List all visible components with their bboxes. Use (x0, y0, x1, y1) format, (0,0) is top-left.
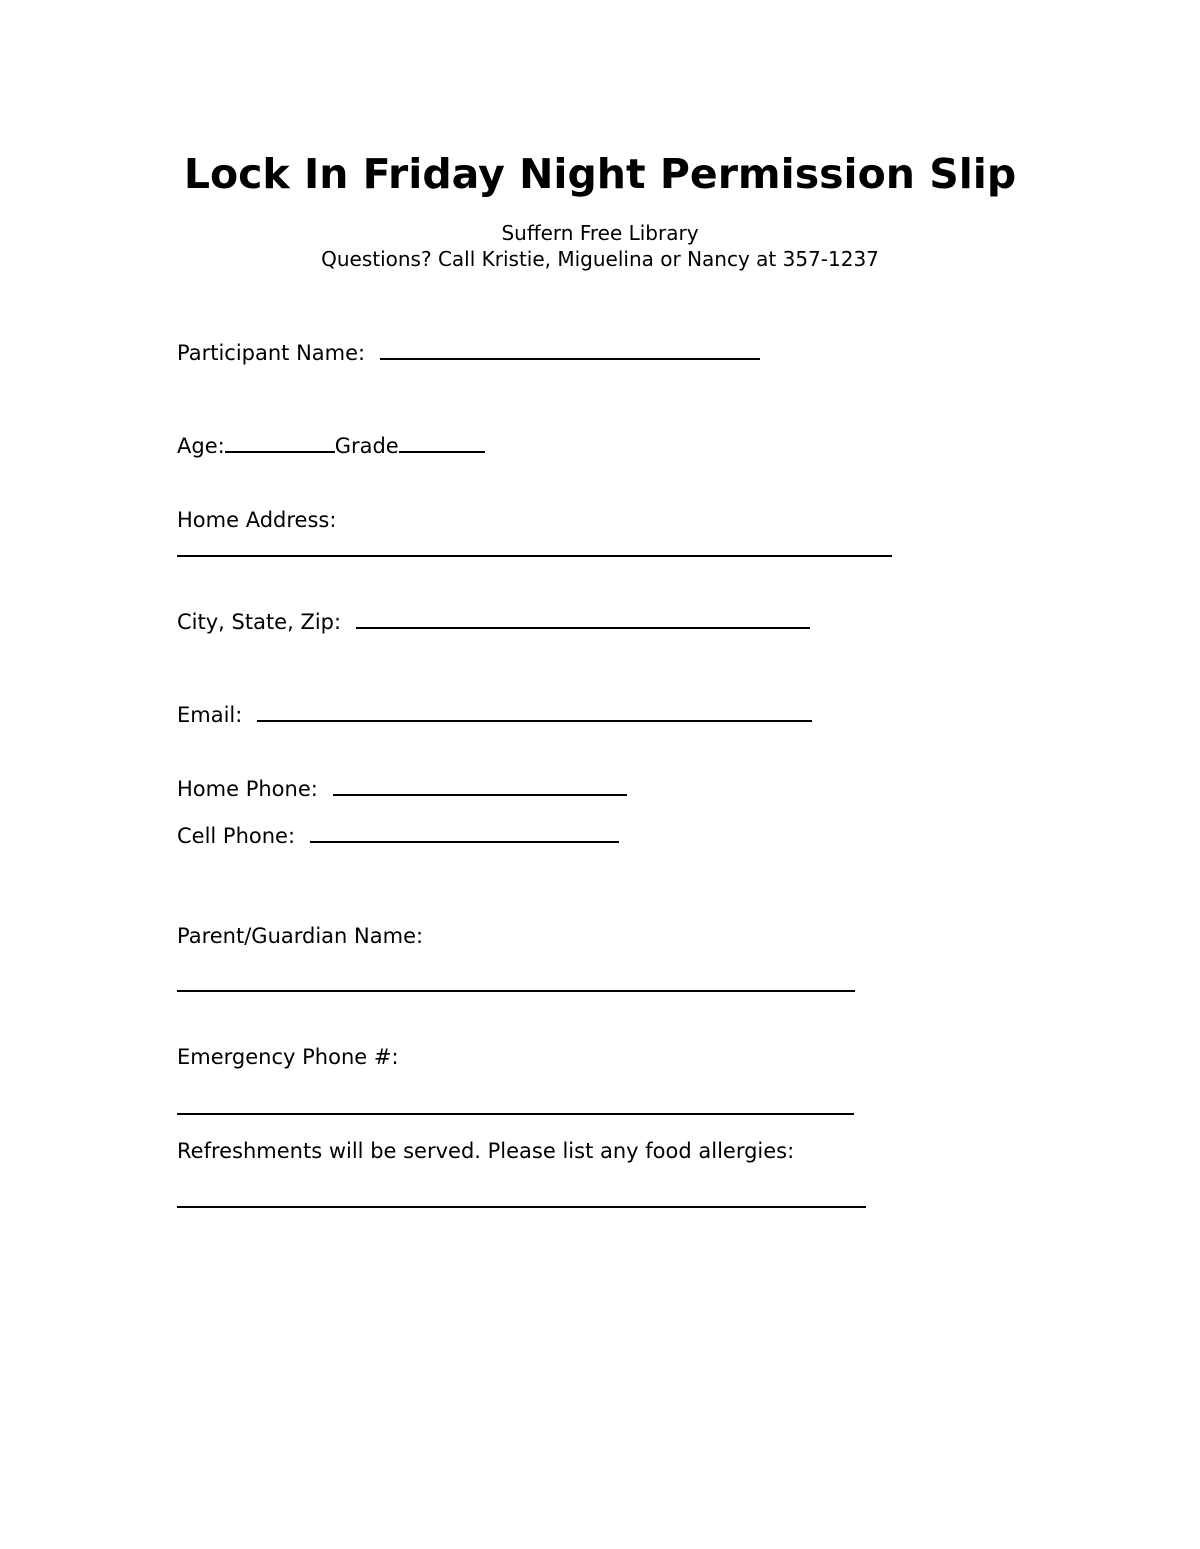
home-phone-field[interactable] (333, 774, 627, 796)
email-field[interactable] (257, 700, 812, 722)
cell-phone-field[interactable] (310, 821, 619, 843)
age-field[interactable] (225, 431, 335, 453)
home-address-label: Home Address: (177, 508, 337, 532)
parent-guardian-label: Parent/Guardian Name: (177, 924, 424, 948)
grade-label: Grade (334, 434, 399, 458)
grade-field[interactable] (399, 431, 485, 453)
food-allergies-field[interactable] (177, 1206, 866, 1208)
email-label: Email: (177, 703, 243, 727)
email-row (177, 700, 812, 729)
participant-name-field[interactable] (380, 338, 760, 360)
emergency-phone-label: Emergency Phone #: (177, 1045, 399, 1069)
emergency-phone-field[interactable] (177, 1113, 854, 1115)
age-label: Age: (177, 434, 225, 458)
age-grade-row (177, 431, 485, 460)
participant-name-label: Participant Name: (177, 341, 366, 365)
home-phone-label: Home Phone: (177, 777, 318, 801)
participant-name-row (177, 338, 760, 367)
home-address-field[interactable] (177, 555, 892, 557)
cell-phone-row (177, 821, 619, 850)
cell-phone-label: Cell Phone: (177, 824, 296, 848)
city-state-zip-label: City, State, Zip: (177, 610, 342, 634)
city-state-zip-row (177, 607, 810, 636)
parent-guardian-field[interactable] (177, 990, 855, 992)
food-allergies-label: Refreshments will be served. Please list any food allergies: (177, 1139, 795, 1163)
home-phone-row (177, 774, 627, 803)
contact-info: Questions? Call Kristie, Miguelina or Nancy at 357-1237 (321, 247, 879, 271)
library-name: Suffern Free Library (501, 221, 699, 245)
page-title: Lock In Friday Night Permission Slip (183, 150, 1017, 198)
city-state-zip-field[interactable] (356, 607, 810, 629)
